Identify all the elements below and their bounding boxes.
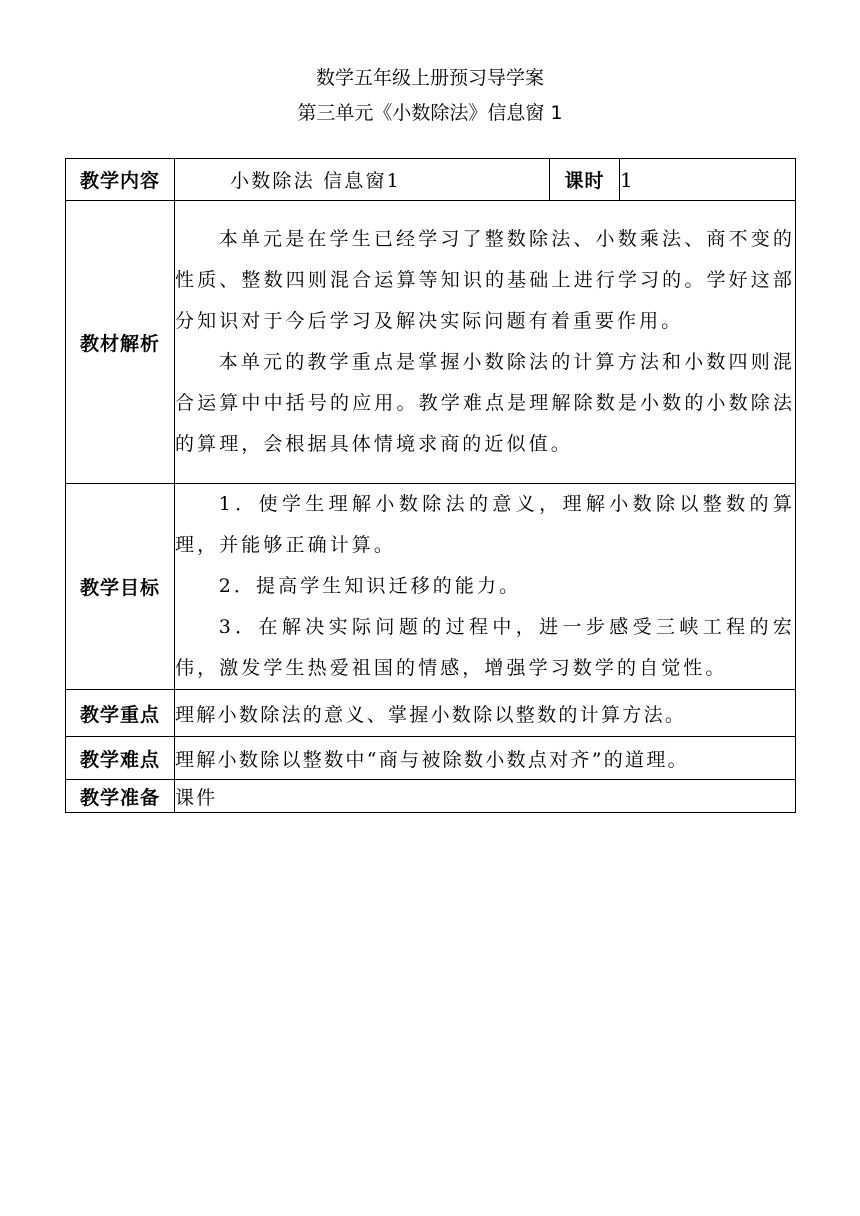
document-subtitle: 第三单元《小数除法》信息窗 1	[297, 102, 563, 124]
goals-text	[175, 484, 796, 690]
goal-item: 3．在解决实际问题的过程中，进一步感受三峡工程的宏伟，激发学生热爱祖国的情感，增强学习数学的自觉性。	[175, 616, 795, 679]
goal-item: 1．使学生理解小数除法的意义，理解小数除以整数的算理，并能够正确计算。	[175, 493, 795, 556]
document-title: 数学五年级上册预习导学案	[315, 67, 544, 89]
analysis-paragraph: 本单元的教学重点是掌握小数除法的计算方法和小数四则混合运算中中括号的应用。教学难点是理解除数是小数的小数除法的算理，会根据具体情境求商的近似值。	[175, 351, 795, 455]
label-key-point: 教学重点	[66, 690, 175, 737]
key-point-value: 理解小数除法的意义、掌握小数除以整数的计算方法。	[175, 690, 796, 737]
row-analysis	[66, 201, 796, 484]
content-value: 小数除法 信息窗1	[175, 159, 550, 201]
label-goals: 教学目标	[66, 484, 175, 690]
label-content: 教学内容	[66, 159, 175, 201]
preparation-value: 课件	[175, 780, 796, 813]
goal-item: 2．提高学生知识迁移的能力。	[218, 575, 522, 597]
label-difficulty: 教学难点	[66, 737, 175, 780]
lesson-plan-table	[65, 158, 796, 813]
analysis-paragraph: 本单元是在学生已经学习了整数除法、小数乘法、商不变的性质、整数四则混合运算等知识的基础上进行学习的。学好这部分知识对于今后学习及解决实际问题有着重要作用。	[175, 228, 795, 332]
row-key-point	[66, 690, 796, 737]
row-preparation	[66, 780, 796, 813]
period-value: 1	[620, 159, 796, 201]
row-goals	[66, 484, 796, 690]
row-content	[66, 159, 796, 201]
label-period: 课时	[550, 159, 620, 201]
difficulty-value: 理解小数除以整数中“商与被除数小数点对齐”的道理。	[175, 737, 796, 780]
analysis-text	[175, 201, 796, 484]
row-difficulty	[66, 737, 796, 780]
label-analysis: 教材解析	[66, 201, 175, 484]
label-preparation: 教学准备	[66, 780, 175, 813]
